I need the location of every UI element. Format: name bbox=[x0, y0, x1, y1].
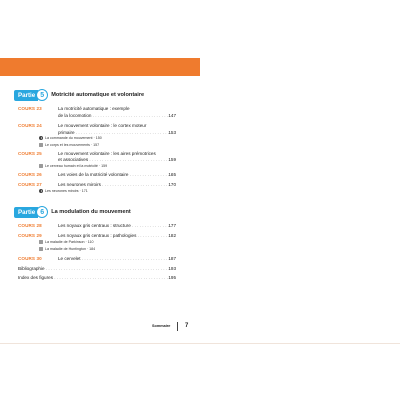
part-title: Motricité automatique et volontaire bbox=[51, 92, 145, 98]
entry-page: 182 bbox=[168, 233, 176, 238]
toc-entry-cours-26[interactable] bbox=[14, 171, 194, 179]
document-icon bbox=[39, 143, 43, 147]
entry-page: 193 bbox=[168, 266, 176, 271]
page-footer bbox=[152, 321, 188, 331]
part-title: La modulation du mouvement bbox=[51, 209, 131, 215]
part-label: Partie bbox=[14, 90, 38, 101]
play-icon bbox=[39, 136, 43, 140]
part-number: 6 bbox=[36, 206, 48, 218]
entry-title: Le mouvement volontaire : le cortex moteur bbox=[58, 123, 147, 128]
document-icon bbox=[39, 247, 43, 251]
entry-page: 165 bbox=[168, 172, 176, 177]
footer-divider bbox=[177, 322, 178, 331]
resource-label: Les neurones miroirs · 171 bbox=[45, 189, 88, 193]
entry-title: Index des figures . . . bbox=[18, 274, 173, 282]
cours-number: COURS 25 bbox=[18, 151, 42, 156]
entry-page: 153 bbox=[168, 130, 176, 135]
entry-page: 187 bbox=[168, 256, 176, 261]
entry-title: La motricité automatique : exemple bbox=[58, 106, 130, 111]
resource-link[interactable] bbox=[39, 188, 88, 194]
toc-entry-cours-28[interactable] bbox=[14, 222, 194, 230]
page-number: 7 bbox=[184, 323, 189, 329]
resource-link[interactable] bbox=[39, 239, 93, 245]
entry-title-continued: et associatives . . . bbox=[58, 156, 173, 164]
cours-number: COURS 30 bbox=[18, 256, 42, 261]
toc-entry-index[interactable] bbox=[18, 274, 198, 282]
cours-number: COURS 26 bbox=[18, 172, 42, 177]
toc-entry-cours-30[interactable] bbox=[14, 255, 194, 263]
entry-title: Les noyaux gris centraux : structure . . . bbox=[58, 222, 173, 230]
part-5-heading[interactable] bbox=[14, 89, 144, 101]
resource-link[interactable] bbox=[39, 135, 102, 141]
entry-title-continued: de la locomotion . . . bbox=[58, 112, 173, 120]
resource-link[interactable] bbox=[39, 142, 99, 148]
entry-title-continued: primaire . . . bbox=[58, 129, 173, 137]
entry-title: Les neurones miroirs . . . bbox=[58, 181, 173, 189]
cours-number: COURS 28 bbox=[18, 223, 42, 228]
play-icon bbox=[39, 189, 43, 193]
resource-label: La maladie de Huntington · 184 bbox=[45, 247, 96, 251]
toc-entry-bibliographie[interactable] bbox=[18, 265, 198, 273]
cours-number: COURS 24 bbox=[18, 123, 42, 128]
bottom-divider bbox=[0, 343, 400, 344]
document-icon bbox=[39, 164, 43, 168]
entry-page: 195 bbox=[168, 275, 176, 280]
resource-label: La maladie de Parkinson · 110 bbox=[45, 240, 94, 244]
resource-link[interactable] bbox=[39, 246, 95, 252]
part-label: Partie bbox=[14, 207, 38, 218]
header-band bbox=[0, 58, 200, 76]
footer-section-label: Sommaire bbox=[152, 324, 171, 328]
resource-link[interactable] bbox=[39, 163, 107, 169]
entry-page: 147 bbox=[168, 113, 176, 118]
entry-page: 159 bbox=[168, 157, 176, 162]
entry-title: Les noyaux gris centraux : pathologies . . . bbox=[58, 232, 173, 240]
cours-number: COURS 23 bbox=[18, 106, 42, 111]
entry-title: Le cervelet . . . bbox=[58, 255, 173, 263]
entry-title: Le mouvement volontaire : les aires prémotrices bbox=[58, 151, 156, 156]
cours-number: COURS 27 bbox=[18, 182, 42, 187]
entry-title: Les voies de la motricité volontaire . . . bbox=[58, 171, 173, 179]
entry-title: Bibliographie . . . bbox=[18, 265, 173, 273]
cours-number: COURS 29 bbox=[18, 233, 42, 238]
resource-label: La commande du mouvement · 150 bbox=[45, 136, 102, 140]
resource-label: Le cerveau humain et la motricité · 159 bbox=[45, 164, 108, 168]
entry-page: 177 bbox=[168, 223, 176, 228]
toc-entry-cours-23-cont bbox=[14, 112, 194, 120]
part-number: 5 bbox=[36, 89, 48, 101]
part-6-heading[interactable] bbox=[14, 206, 131, 218]
document-icon bbox=[39, 240, 43, 244]
entry-page: 170 bbox=[168, 182, 176, 187]
resource-label: Le corps et les mouvements · 157 bbox=[45, 143, 100, 147]
